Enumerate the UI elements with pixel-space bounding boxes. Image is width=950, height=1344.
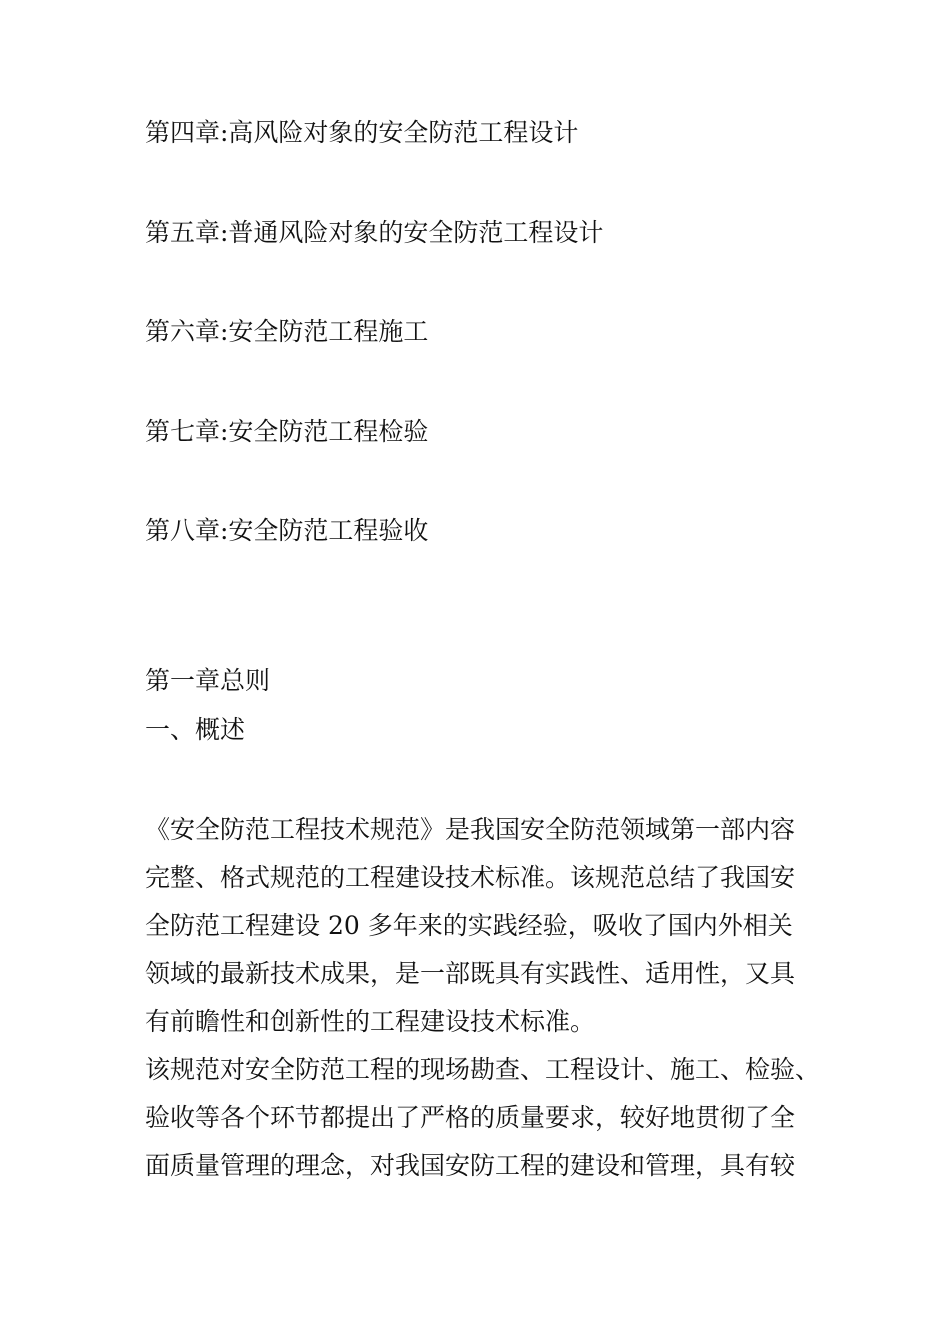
paragraph-line: 该规范对安全防范工程的现场勘查、工程设计、施工、检验、 (145, 1055, 821, 1084)
paragraph-line: 有前瞻性和创新性的工程建设技术标准。 (145, 1007, 596, 1036)
paragraph-quality (145, 1046, 821, 1190)
toc-item-chapter-8: 第八章:安全防范工程验收 (145, 516, 429, 545)
section-title: 一、概述 (145, 715, 246, 744)
paragraph-line: 面质量管理的理念，对我国安防工程的建设和管理，具有较 (145, 1151, 796, 1180)
toc-item-chapter-7: 第七章:安全防范工程检验 (145, 417, 429, 446)
toc-item-chapter-5: 第五章:普通风险对象的安全防范工程设计 (145, 218, 604, 247)
paragraph-line: 完整、格式规范的工程建设技术标准。该规范总结了我国安 (145, 863, 796, 892)
paragraph-line: 验收等各个环节都提出了严格的质量要求，较好地贯彻了全 (145, 1103, 796, 1132)
paragraph-line: 领域的最新技术成果，是一部既具有实践性、适用性，又具 (145, 959, 796, 988)
paragraph-line: 全防范工程建设 20 多年来的实践经验，吸收了国内外相关 (145, 911, 793, 940)
toc-item-chapter-4: 第四章:高风险对象的安全防范工程设计 (145, 118, 579, 147)
chapter-title: 第一章总则 (145, 666, 271, 695)
toc-item-chapter-6: 第六章:安全防范工程施工 (145, 317, 429, 346)
paragraph-line: 《安全防范工程技术规范》是我国安全防范领域第一部内容 (145, 815, 796, 844)
paragraph-intro (145, 806, 817, 1046)
